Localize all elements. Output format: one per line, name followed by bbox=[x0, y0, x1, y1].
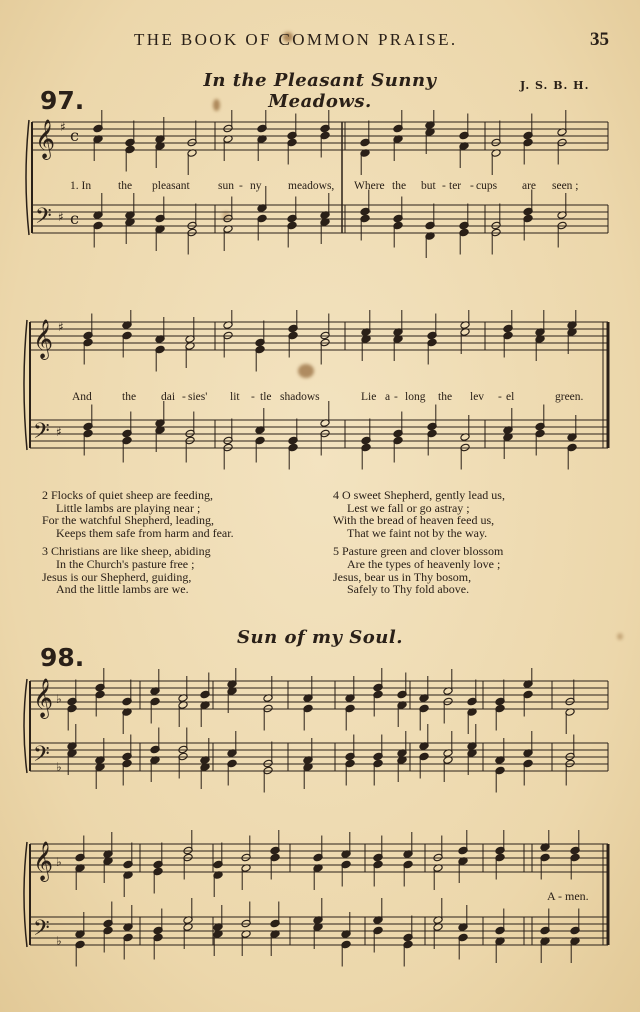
hymn-title-98: Sun of my Soul. bbox=[237, 627, 403, 648]
lyric-syllable: ny bbox=[250, 180, 262, 192]
verse-line: Are the types of heavenly love ; bbox=[347, 556, 501, 571]
lyric-syllable: Where bbox=[354, 180, 385, 192]
music-system-3 bbox=[0, 668, 640, 798]
verse bbox=[333, 545, 505, 595]
verse-line: 2 Flocks of quiet sheep are feeding, bbox=[42, 488, 213, 502]
time-signature: c bbox=[70, 126, 79, 145]
bass-clef-icon: 𝄢 bbox=[33, 742, 50, 772]
treble-clef-icon: 𝄞 bbox=[33, 841, 54, 881]
sharp-icon: ♯ bbox=[60, 120, 66, 134]
running-head bbox=[0, 30, 640, 54]
lyric-syllable: - bbox=[239, 180, 243, 192]
music-system-2 bbox=[0, 310, 640, 470]
verse-line: Keeps them safe from harm and fear. bbox=[56, 525, 234, 540]
verse-line: In the Church's pasture free ; bbox=[56, 556, 195, 571]
sharp-icon: ♯ bbox=[56, 425, 62, 439]
lyric-syllable: - bbox=[394, 391, 398, 403]
lyric-syllable: el bbox=[506, 391, 515, 403]
lyric-syllable: tle bbox=[260, 391, 272, 403]
lyric-syllable: green. bbox=[555, 391, 584, 403]
system-brace bbox=[24, 320, 27, 450]
verse bbox=[42, 545, 234, 595]
verse-line: With the bread of heaven feed us, bbox=[333, 513, 495, 528]
verse bbox=[333, 489, 505, 539]
system-brace bbox=[24, 842, 27, 947]
book-title: THE BOOK OF COMMON PRAISE. bbox=[134, 30, 458, 49]
composer-initials: J. S. B. H. bbox=[520, 79, 590, 92]
hymn-title: In the Pleasant Sunny Meadows. bbox=[203, 70, 437, 112]
verse bbox=[42, 489, 234, 539]
bass-clef-icon: 𝄢 bbox=[33, 916, 50, 946]
bass-clef-icon: 𝄢 bbox=[35, 204, 52, 234]
verse-line: Safely to Thy fold above. bbox=[347, 582, 470, 597]
lyric-syllable: - bbox=[251, 391, 255, 403]
verse-line: 4 O sweet Shepherd, gently lead us, bbox=[333, 488, 505, 502]
verse-line: For the watchful Shepherd, leading, bbox=[42, 513, 214, 528]
music-system-4 bbox=[0, 830, 640, 980]
flat-icon: ♭ bbox=[56, 934, 62, 948]
verse-line: That we faint not by the way. bbox=[347, 525, 488, 540]
hymn-number: 97. bbox=[40, 86, 85, 115]
page-number: 35 bbox=[590, 29, 609, 50]
lyric-syllable: And bbox=[72, 391, 92, 403]
lyric-syllable: long bbox=[405, 391, 426, 403]
verses-left bbox=[42, 489, 234, 598]
bass-clef-icon: 𝄢 bbox=[33, 419, 50, 449]
sharp-icon: ♯ bbox=[58, 320, 64, 334]
verse-line: 5 Pasture green and clover blossom bbox=[333, 544, 504, 559]
hymn-number-98: 98. bbox=[40, 643, 85, 672]
lyric-syllable: are bbox=[522, 180, 537, 192]
flat-icon: ♭ bbox=[56, 855, 62, 869]
lyric-syllable: seen ; bbox=[552, 180, 579, 192]
lyric-syllable: a bbox=[385, 391, 391, 403]
treble-clef-icon: 𝄞 bbox=[33, 319, 54, 359]
lyric-syllable: ter bbox=[449, 180, 462, 192]
verse-line: And the little lambs are we. bbox=[56, 582, 189, 597]
verse-line: Lest we fall or go astray ; bbox=[347, 500, 470, 515]
lyric-syllable: - bbox=[470, 180, 474, 192]
lyric-syllable: - bbox=[498, 391, 502, 403]
lyric-syllable: - bbox=[442, 180, 446, 192]
treble-clef-icon: 𝄞 bbox=[35, 119, 56, 159]
lyric-syllable: the bbox=[438, 391, 453, 403]
lyric-syllable: Lie bbox=[361, 391, 377, 403]
verses-right bbox=[333, 489, 505, 598]
verse-line: Jesus is our Shepherd, guiding, bbox=[42, 569, 192, 584]
lyric-syllable: cups bbox=[476, 180, 498, 192]
lyric-syllable: dai bbox=[161, 391, 176, 403]
lyric-syllable: - bbox=[182, 391, 186, 403]
system-brace bbox=[26, 120, 29, 235]
verse-line: Jesus, bear us in Thy bosom, bbox=[333, 569, 472, 584]
lyric-syllable: the bbox=[118, 180, 133, 192]
lyric-syllable: meadows, bbox=[288, 180, 335, 192]
verse-line: Little lambs are playing near ; bbox=[56, 500, 201, 515]
system-brace bbox=[24, 679, 27, 773]
lyric-syllable: but bbox=[421, 180, 436, 192]
sharp-icon: ♯ bbox=[58, 210, 64, 224]
lyric-syllable: pleasant bbox=[152, 180, 190, 192]
verse-line: 3 Christians are like sheep, abiding bbox=[42, 544, 211, 559]
treble-clef-icon: 𝄞 bbox=[33, 678, 54, 718]
lyric-syllable: sies' bbox=[188, 391, 208, 403]
ink-stain bbox=[617, 633, 623, 640]
time-signature: c bbox=[70, 209, 79, 228]
flat-icon: ♭ bbox=[56, 692, 62, 706]
lyric-syllable: the bbox=[392, 180, 407, 192]
lyric-syllable: lev bbox=[470, 391, 485, 403]
lyric-syllable: shadows bbox=[280, 391, 320, 403]
amen-text: A - men. bbox=[547, 889, 589, 903]
lyric-syllable: 1. In bbox=[70, 180, 92, 192]
flat-icon: ♭ bbox=[56, 760, 62, 774]
lyric-syllable: sun bbox=[218, 180, 234, 192]
lyric-syllable: the bbox=[122, 391, 137, 403]
lyric-syllable: lit bbox=[230, 391, 240, 403]
